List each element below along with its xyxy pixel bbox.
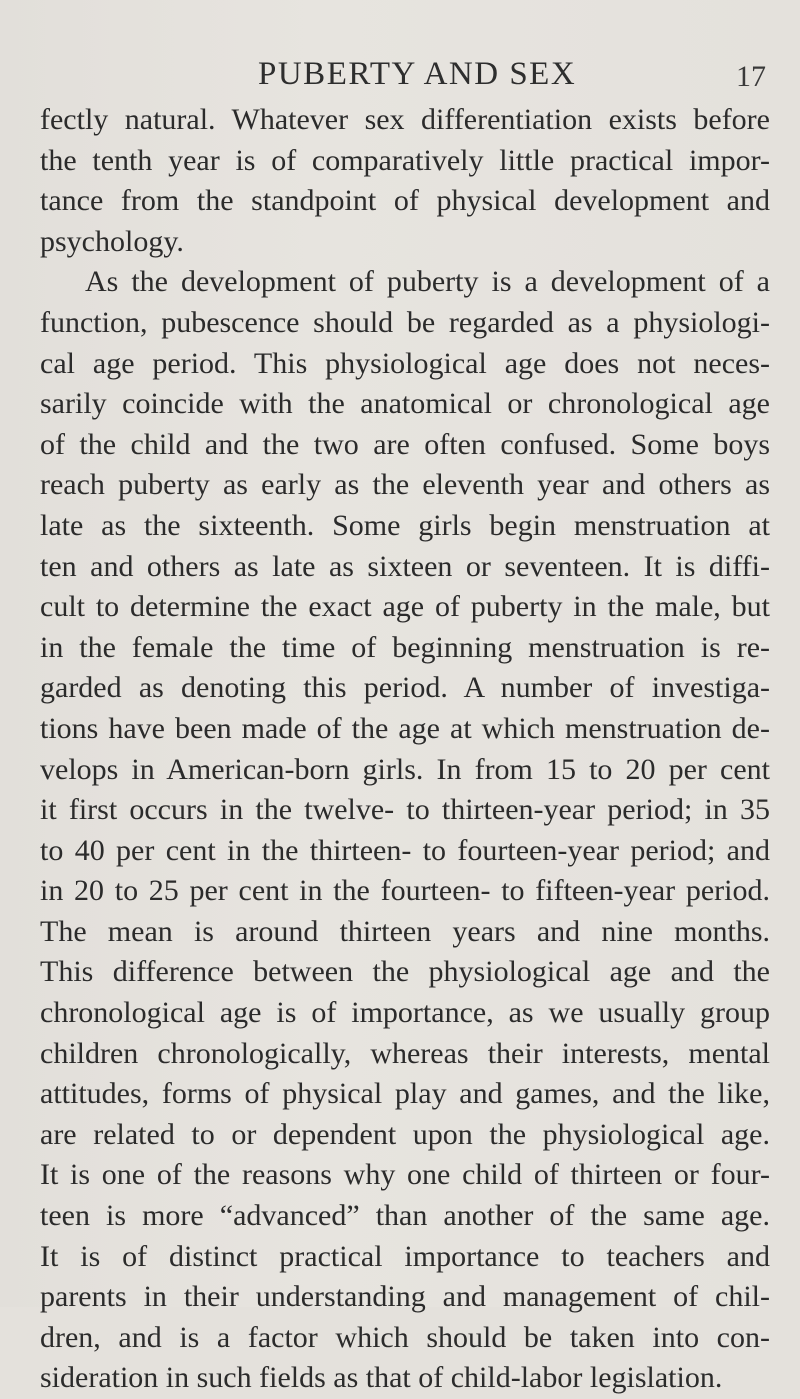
text-line: ten and others as late as sixteen or seventeen. It is diffi-: [40, 549, 770, 583]
text-line: tions have been made of the age at which menstruation de-: [40, 711, 770, 745]
text-line: sideration in such fields as that of child-labor legislation.: [40, 1361, 723, 1395]
chapter-title: PUBERTY AND SEX: [258, 56, 577, 92]
text-line: to 40 per cent in the thirteen- to fourteen-year period; and: [40, 833, 770, 867]
page-number: 17: [736, 60, 766, 93]
body-text: [40, 100, 770, 1399]
text-line: children chronologically, whereas their interests, mental: [40, 1036, 770, 1070]
text-line: it first occurs in the twelve- to thirteen-year period; in 35: [40, 793, 770, 827]
text-line: As the development of puberty is a development of a: [85, 265, 770, 299]
text-line: function, pubescence should be regarded as a physiologi-: [40, 305, 770, 339]
text-line: psychology.: [40, 224, 184, 258]
text-line: cult to determine the exact age of puberty in the male, but: [40, 590, 770, 624]
text-line: of the child and the two are often confused. Some boys: [40, 427, 770, 461]
text-line: dren, and is a factor which should be taken into con-: [40, 1320, 770, 1354]
text-line: It is one of the reasons why one child of thirteen or four-: [40, 1158, 770, 1192]
text-line: late as the sixteenth. Some girls begin menstruation at: [40, 508, 770, 542]
text-line: The mean is around thirteen years and nine months.: [40, 914, 770, 948]
text-line: cal age period. This physiological age does not neces-: [40, 346, 770, 380]
text-line: garded as denoting this period. A number of investiga-: [40, 671, 770, 705]
text-line: chronological age is of importance, as we usually group: [40, 996, 770, 1030]
text-line: are related to or dependent upon the physiological age.: [40, 1117, 770, 1151]
text-line: attitudes, forms of physical play and games, and the like,: [40, 1077, 770, 1111]
text-line: teen is more “advanced” than another of the same age.: [40, 1199, 770, 1233]
text-line: It is of distinct practical importance to teachers and: [40, 1239, 770, 1273]
text-line: in the female the time of beginning menstruation is re-: [40, 630, 770, 664]
text-line: sarily coincide with the anatomical or chronological age: [40, 387, 770, 421]
text-line: reach puberty as early as the eleventh year and others as: [40, 468, 770, 502]
text-line: tance from the standpoint of physical development and: [40, 184, 770, 218]
text-line: the tenth year is of comparatively little practical impor-: [40, 143, 770, 177]
text-line: fectly natural. Whatever sex differentiation exists before: [40, 103, 770, 136]
text-line: in 20 to 25 per cent in the fourteen- to fifteen-year period.: [40, 874, 770, 908]
text-line: This difference between the physiological age and the: [40, 955, 770, 989]
text-line: parents in their understanding and management of chil-: [40, 1280, 770, 1314]
text-line: velops in American-born girls. In from 15 to 20 per cent: [40, 752, 770, 786]
running-head: [0, 56, 800, 96]
